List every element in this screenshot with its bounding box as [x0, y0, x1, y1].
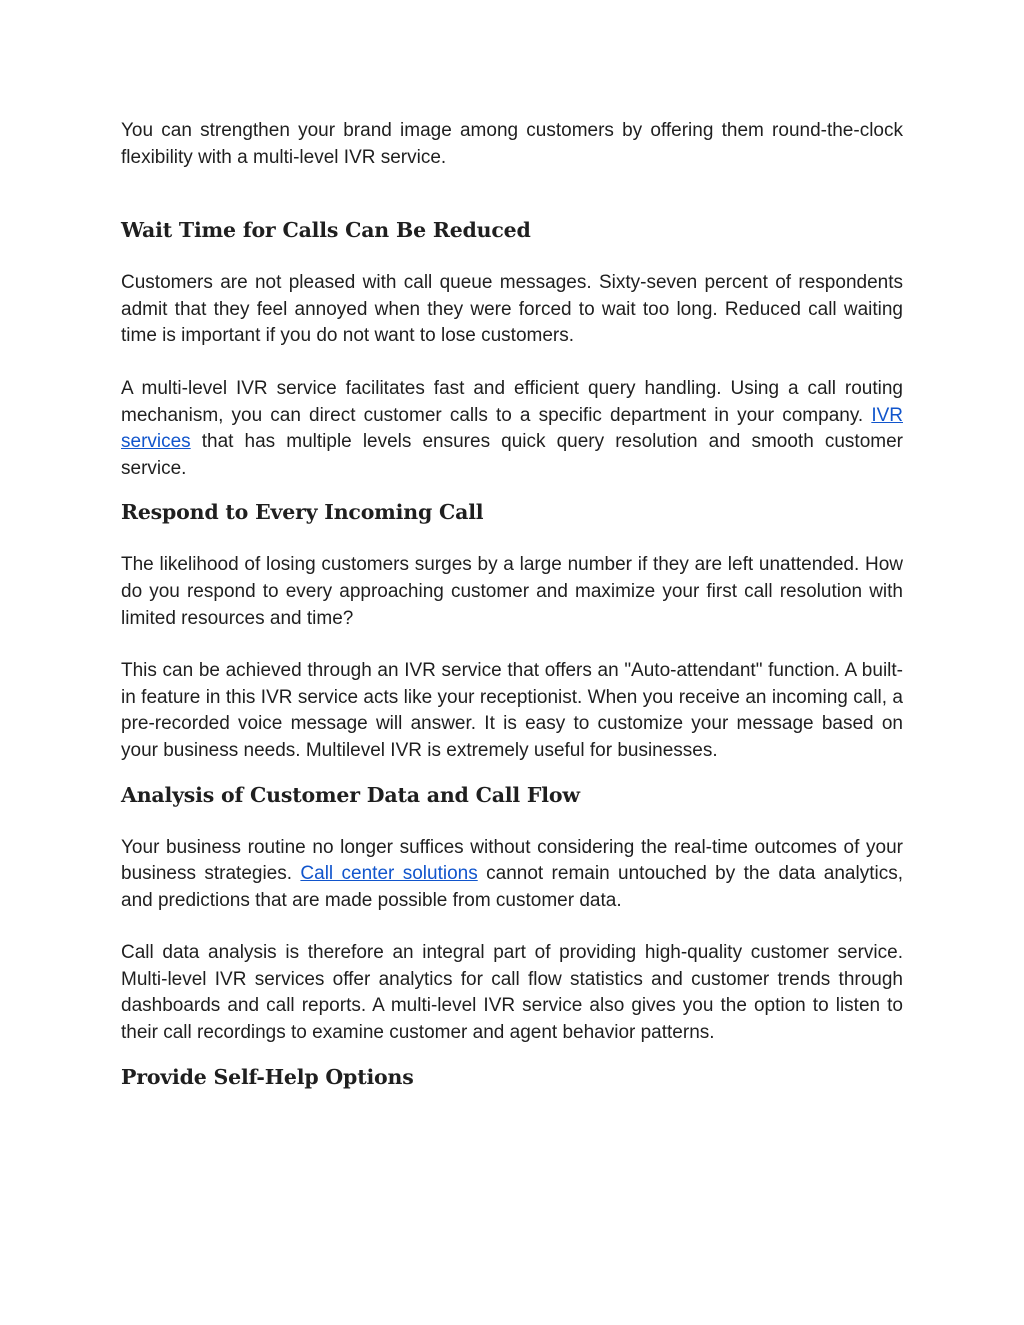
paragraph-text: Your business routine no longer suffices without considering the real-time outcomes of your business strategies. — [121, 836, 903, 885]
paragraph-respond-1: The likelihood of losing customers surges by a large number if they are left unattended. How do you respond to every approaching customer and maximize your first call resolution with limited resources and time? — [121, 554, 903, 629]
paragraph-analysis-1 — [121, 835, 903, 915]
ivr-services-link[interactable]: IVR services — [121, 404, 903, 453]
document-page — [121, 118, 903, 1091]
paragraph-text: cannot remain untouched by the data analytics, and predictions that are made possible from customer data. — [121, 863, 903, 911]
paragraph-text: that has multiple levels ensures quick query resolution and smooth customer service. — [121, 431, 903, 479]
section-heading-respond: Respond to Every Incoming Call — [121, 500, 484, 525]
section-heading-self-help: Provide Self-Help Options — [121, 1064, 414, 1089]
paragraph-wait-time-1: Customers are not pleased with call queue messages. Sixty-seven percent of respondents admit that they feel annoyed when they were forced to wait too long. Reduced call waiting time is important if you do not want to lose customers. — [121, 272, 903, 347]
intro-paragraph: You can strengthen your brand image among customers by offering them round-the-clock flexibility with a multi-level IVR service. — [121, 120, 903, 168]
call-center-solutions-link[interactable]: Call center solutions — [300, 863, 478, 885]
paragraph-analysis-2: Call data analysis is therefore an integral part of providing high-quality customer service. Multi-level IVR services offer analytics for call flow statistics and customer trends through dashboards and call reports. A multi-level IVR service also gives you the option to listen to their call recordings to examine customer and agent behavior patterns. — [121, 942, 903, 1044]
section-heading-analysis: Analysis of Customer Data and Call Flow — [121, 782, 580, 807]
paragraph-text: A multi-level IVR service facilitates fast and efficient query handling. Using a call routing mechanism, you can direct customer calls to a specific department in your company. — [121, 377, 903, 426]
paragraph-wait-time-2 — [121, 376, 903, 482]
paragraph-respond-2: This can be achieved through an IVR service that offers an "Auto-attendant" function. A built-in feature in this IVR service acts like your receptionist. When you receive an incoming call, a pre-recorded voice message will answer. It is easy to customize your message based on your business needs. Multilevel IVR is extremely useful for businesses. — [121, 660, 903, 761]
section-heading-wait-time: Wait Time for Calls Can Be Reduced — [121, 218, 531, 243]
